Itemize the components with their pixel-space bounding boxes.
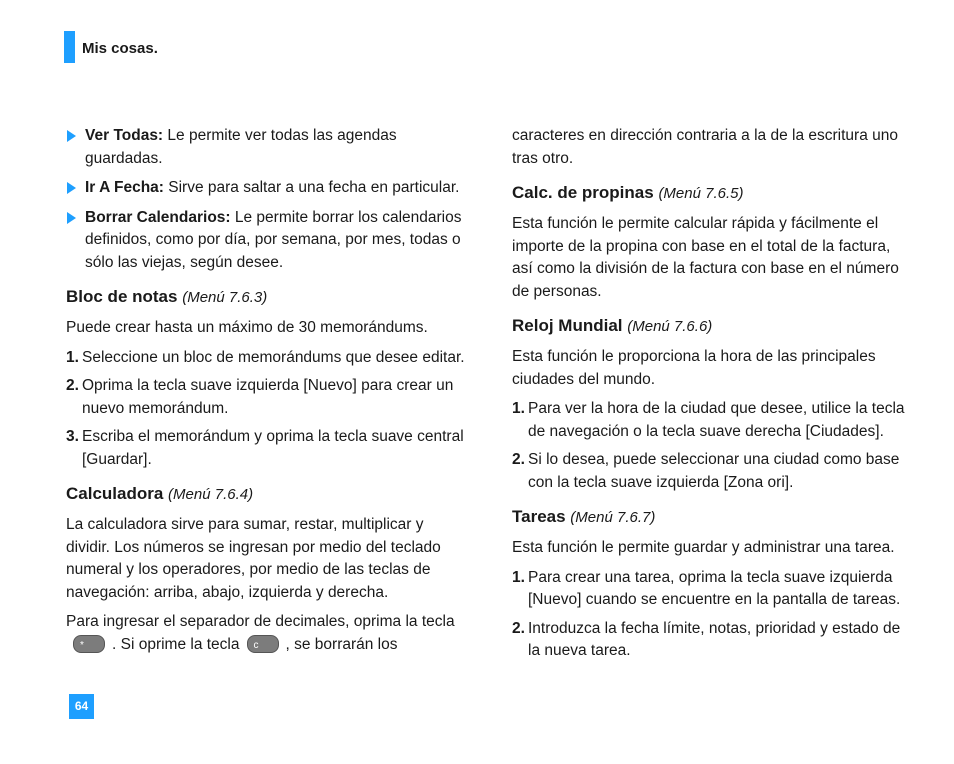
menu-reference: (Menú 7.6.6) <box>627 318 713 335</box>
star-key-icon <box>73 635 105 653</box>
section-header-title: Mis cosas. <box>82 40 158 57</box>
step-text: Seleccione un bloc de memorándums que desee editar. <box>82 348 465 366</box>
numbered-step <box>66 375 466 420</box>
paragraph: Esta función le permite calcular rápida y fácilmente el importe de la propina con base en el total de la factura, así como la división de la factura con base en el número de personas. <box>512 215 899 300</box>
numbered-step <box>66 426 466 471</box>
bullet-label: Ir A Fecha: <box>85 179 164 196</box>
numbered-step <box>512 567 912 612</box>
menu-reference: (Menú 7.6.4) <box>168 486 254 503</box>
step-text: Para ver la hora de la ciudad que desee, utilice la tecla de navegación o la tecla suave derecha [Ciudades]. <box>528 400 905 440</box>
heading-title: Calc. de propinas <box>512 183 654 202</box>
header-accent-bar <box>64 31 75 63</box>
section-heading-calculadora <box>66 483 466 506</box>
numbered-step <box>512 398 912 443</box>
numbered-step <box>66 347 466 370</box>
bullet-label: Ver Todas: <box>85 127 164 144</box>
heading-title: Tareas <box>512 507 566 526</box>
text-fragment: , se borrarán los <box>285 635 398 653</box>
heading-title: Calculadora <box>66 484 164 503</box>
bullet-item <box>66 207 466 275</box>
section-heading-propinas <box>512 182 912 205</box>
step-number: 2. <box>66 377 79 394</box>
bullet-text: Le permite borrar los calendarios definidos, como por día, por semana, por mes, todas o sólo las viejas, según desee. <box>85 208 462 271</box>
text-fragment: . Si oprime la tecla <box>112 635 240 653</box>
step-text: Escriba el memorándum y oprima la tecla suave central [Guardar]. <box>82 428 464 468</box>
paragraph: Esta función le proporciona la hora de las principales ciudades del mundo. <box>512 348 876 388</box>
paragraph: caracteres en dirección contraria a la de la escritura uno tras otro. <box>512 127 898 167</box>
heading-title: Reloj Mundial <box>512 316 623 335</box>
step-text: Para crear una tarea, oprima la tecla suave izquierda [Nuevo] cuando se encuentre en la pantalla de tareas. <box>528 568 901 608</box>
right-column <box>512 125 912 669</box>
step-text: Introduzca la fecha límite, notas, prioridad y estado de la nueva tarea. <box>528 619 901 659</box>
page-number-badge: 64 <box>69 694 94 719</box>
paragraph: Esta función le permite guardar y administrar una tarea. <box>512 539 895 556</box>
step-number: 1. <box>512 568 525 586</box>
clear-key-icon <box>247 635 279 653</box>
numbered-step <box>512 618 912 663</box>
triangle-bullet-icon <box>67 212 76 224</box>
paragraph-with-keys <box>66 611 466 656</box>
step-number: 2. <box>512 619 525 637</box>
bullet-text: Le permite ver todas las agendas guardadas. <box>85 127 397 167</box>
left-column <box>66 125 466 663</box>
key-glyph: * <box>80 640 84 652</box>
section-heading-tareas <box>512 506 912 529</box>
menu-reference: (Menú 7.6.3) <box>182 289 268 306</box>
text-fragment: Para ingresar el separador de decimales, oprima la tecla <box>66 613 455 630</box>
section-heading-bloc <box>66 286 466 309</box>
triangle-bullet-icon <box>67 130 76 142</box>
bullet-item <box>66 125 466 170</box>
bullet-text: Sirve para saltar a una fecha en particular. <box>163 179 460 196</box>
menu-reference: (Menú 7.6.5) <box>658 185 744 202</box>
menu-reference: (Menú 7.6.7) <box>570 509 656 526</box>
triangle-bullet-icon <box>67 182 76 194</box>
numbered-step <box>512 449 912 494</box>
step-text: Oprima la tecla suave izquierda [Nuevo] para crear un nuevo memorándum. <box>82 377 454 417</box>
step-number: 2. <box>512 451 525 468</box>
paragraph: Puede crear hasta un máximo de 30 memorándums. <box>66 319 428 336</box>
step-number: 1. <box>512 400 525 417</box>
bullet-label: Borrar Calendarios: <box>85 208 231 226</box>
bullet-item <box>66 177 466 200</box>
section-heading-reloj <box>512 315 912 338</box>
paragraph: La calculadora sirve para sumar, restar, multiplicar y dividir. Los números se ingresan por medio del teclado numeral y los operadores, por medio de las teclas de navegación: arriba, abajo, izquierda y derecha. <box>66 516 441 601</box>
step-number: 3. <box>66 428 79 445</box>
heading-title: Bloc de notas <box>66 287 178 306</box>
step-text: Si lo desea, puede seleccionar una ciudad como base con la tecla suave izquierda [Zona ori]. <box>528 451 900 491</box>
step-number: 1. <box>66 348 79 366</box>
key-glyph: c <box>253 640 259 652</box>
